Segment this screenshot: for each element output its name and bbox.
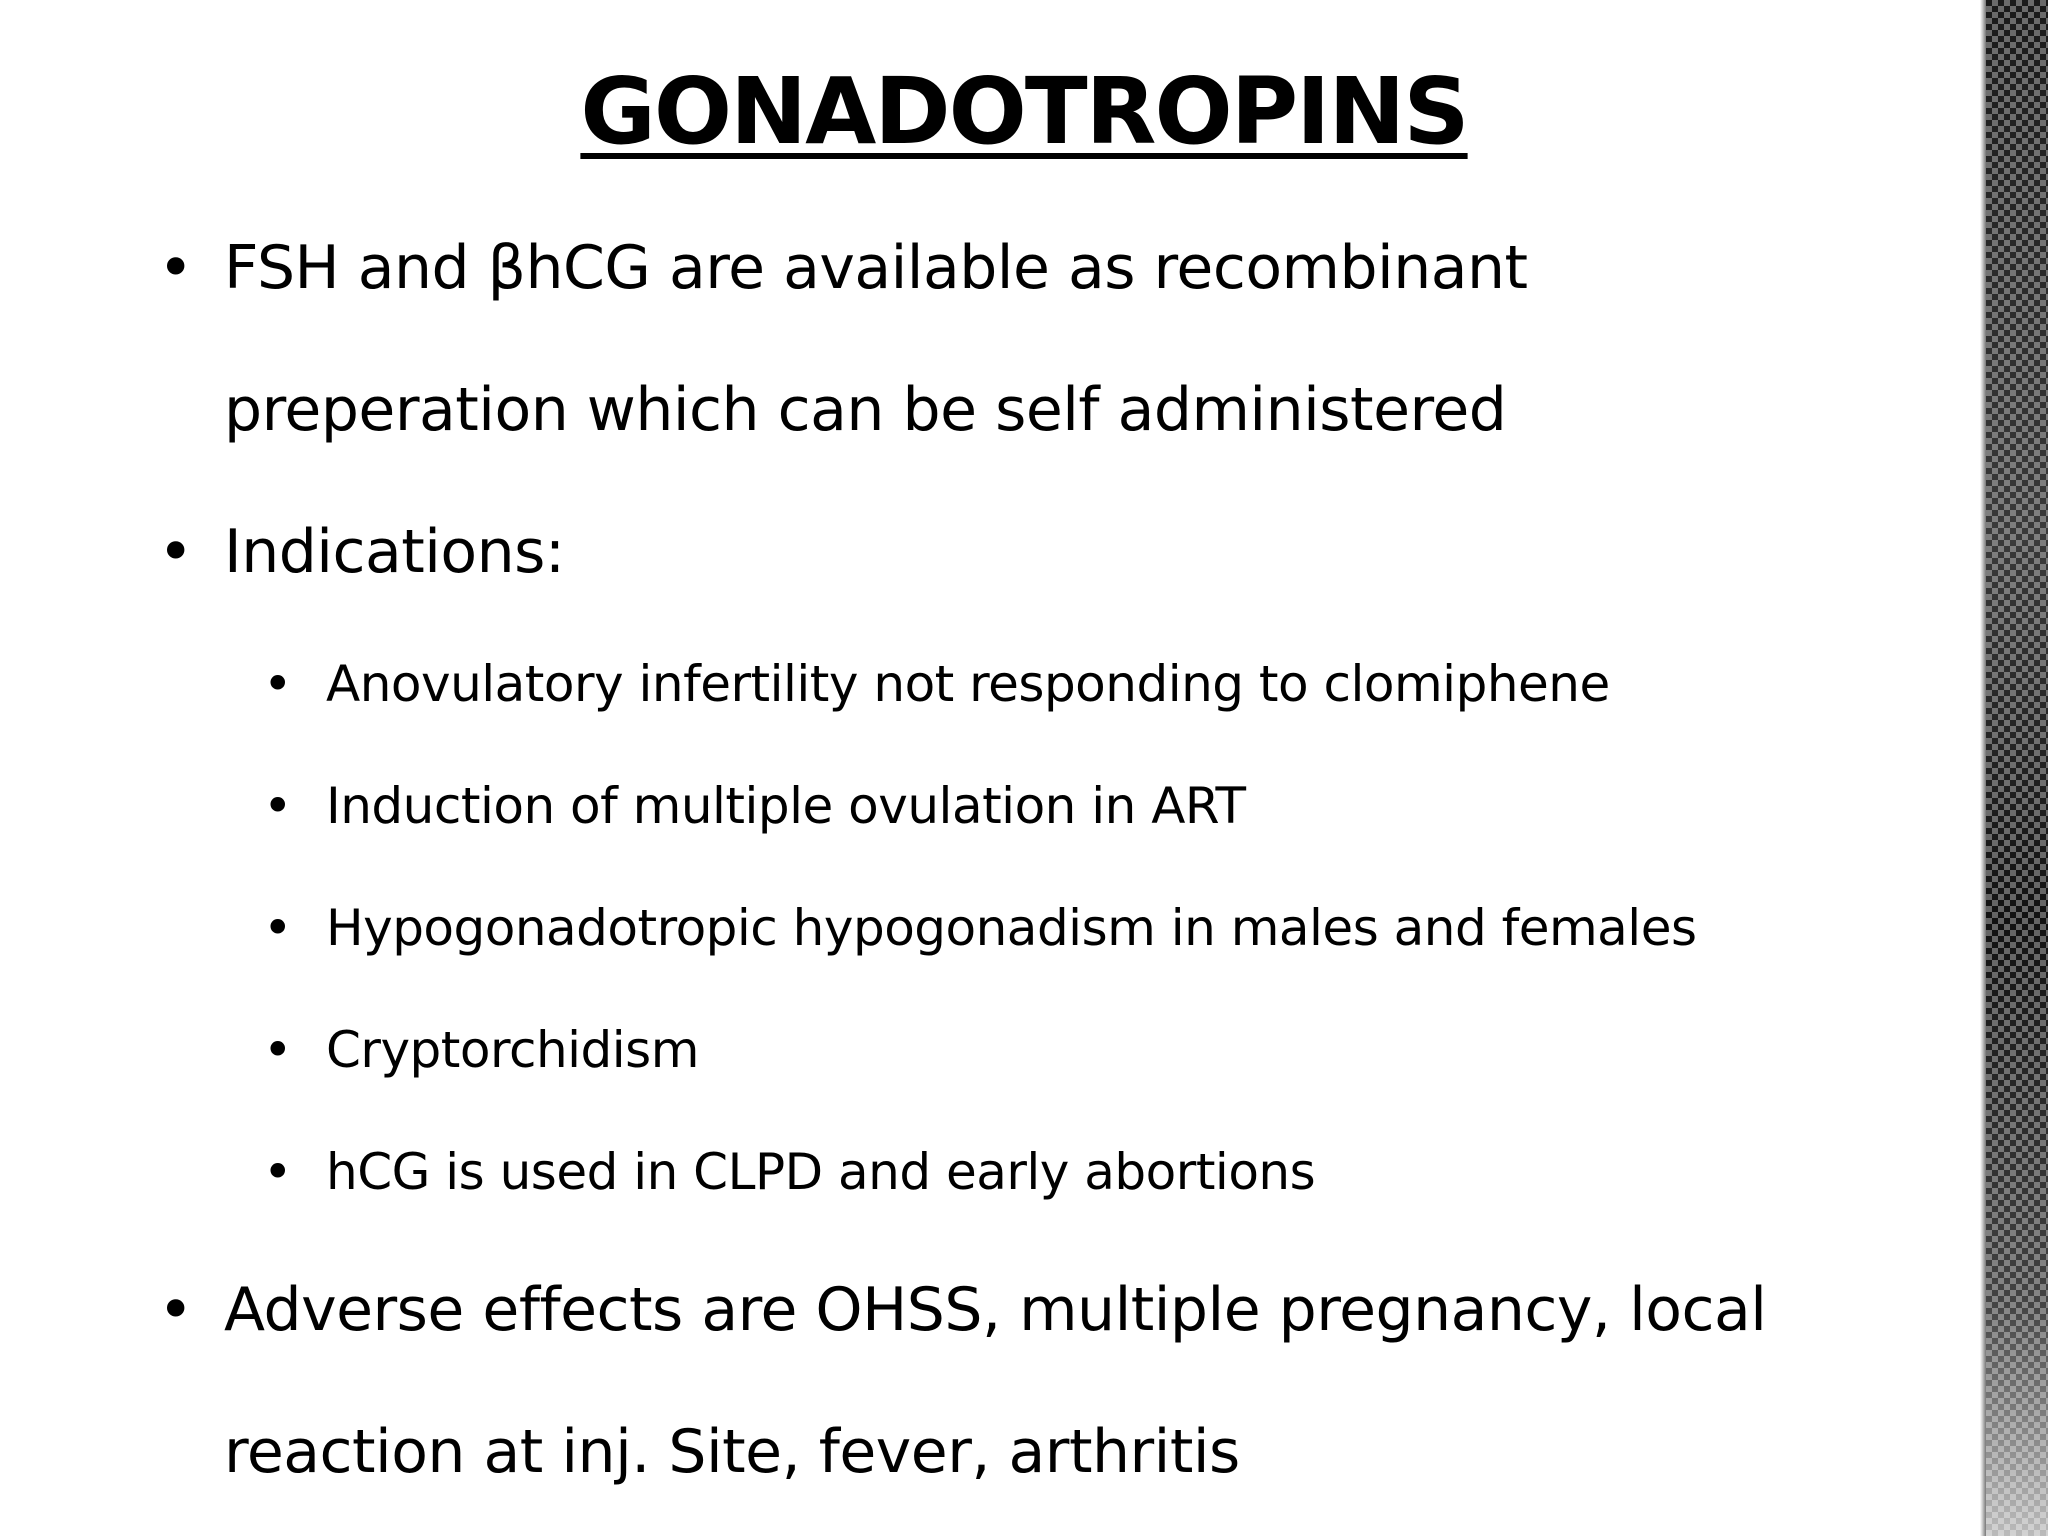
sub-bullet-item <box>263 1020 699 1080</box>
bullet-line: Adverse effects are OHSS, multiple pregnancy, local <box>224 1275 1767 1345</box>
sub-bullet-text: Anovulatory infertility not responding to clomiphene <box>326 655 1610 713</box>
sub-bullet-text: Hypogonadotropic hypogonadism in males and females <box>326 899 1697 957</box>
sub-bullet-dot-icon: • <box>263 777 292 835</box>
decorative-border-strip <box>1986 0 2048 1536</box>
bullet-item-adverse-effects <box>158 1238 1767 1382</box>
bullet-dot-icon: • <box>158 233 193 303</box>
sub-bullet-dot-icon: • <box>263 1143 292 1201</box>
slide-title-text: GONADOTROPINS <box>580 58 1468 165</box>
bullet-line-continuation <box>224 338 1506 482</box>
bullet-line-continuation <box>224 1380 1240 1524</box>
bullet-line: FSH and βhCG are available as recombinant <box>224 233 1528 303</box>
sub-bullet-item <box>263 654 1610 714</box>
sub-bullet-dot-icon: • <box>263 899 292 957</box>
bullet-item-indications <box>158 480 565 624</box>
sub-bullet-dot-icon: • <box>263 655 292 713</box>
bullet-dot-icon: • <box>158 1275 193 1345</box>
bullet-item-recombinant <box>158 196 1528 340</box>
bullet-dot-icon: • <box>158 517 193 587</box>
sub-bullet-dot-icon: • <box>263 1021 292 1079</box>
slide-title <box>0 52 2048 172</box>
bullet-line: reaction at inj. Site, fever, arthritis <box>224 1417 1240 1487</box>
sub-bullet-item <box>263 1142 1316 1202</box>
bullet-line: preperation which can be self administered <box>224 375 1507 445</box>
sub-bullet-text: hCG is used in CLPD and early abortions <box>326 1143 1316 1201</box>
sub-bullet-text: Induction of multiple ovulation in ART <box>326 777 1246 835</box>
sub-bullet-item <box>263 898 1697 958</box>
bullet-line: Indications: <box>224 517 565 587</box>
sub-bullet-item <box>263 776 1246 836</box>
sub-bullet-text: Cryptorchidism <box>326 1021 699 1079</box>
